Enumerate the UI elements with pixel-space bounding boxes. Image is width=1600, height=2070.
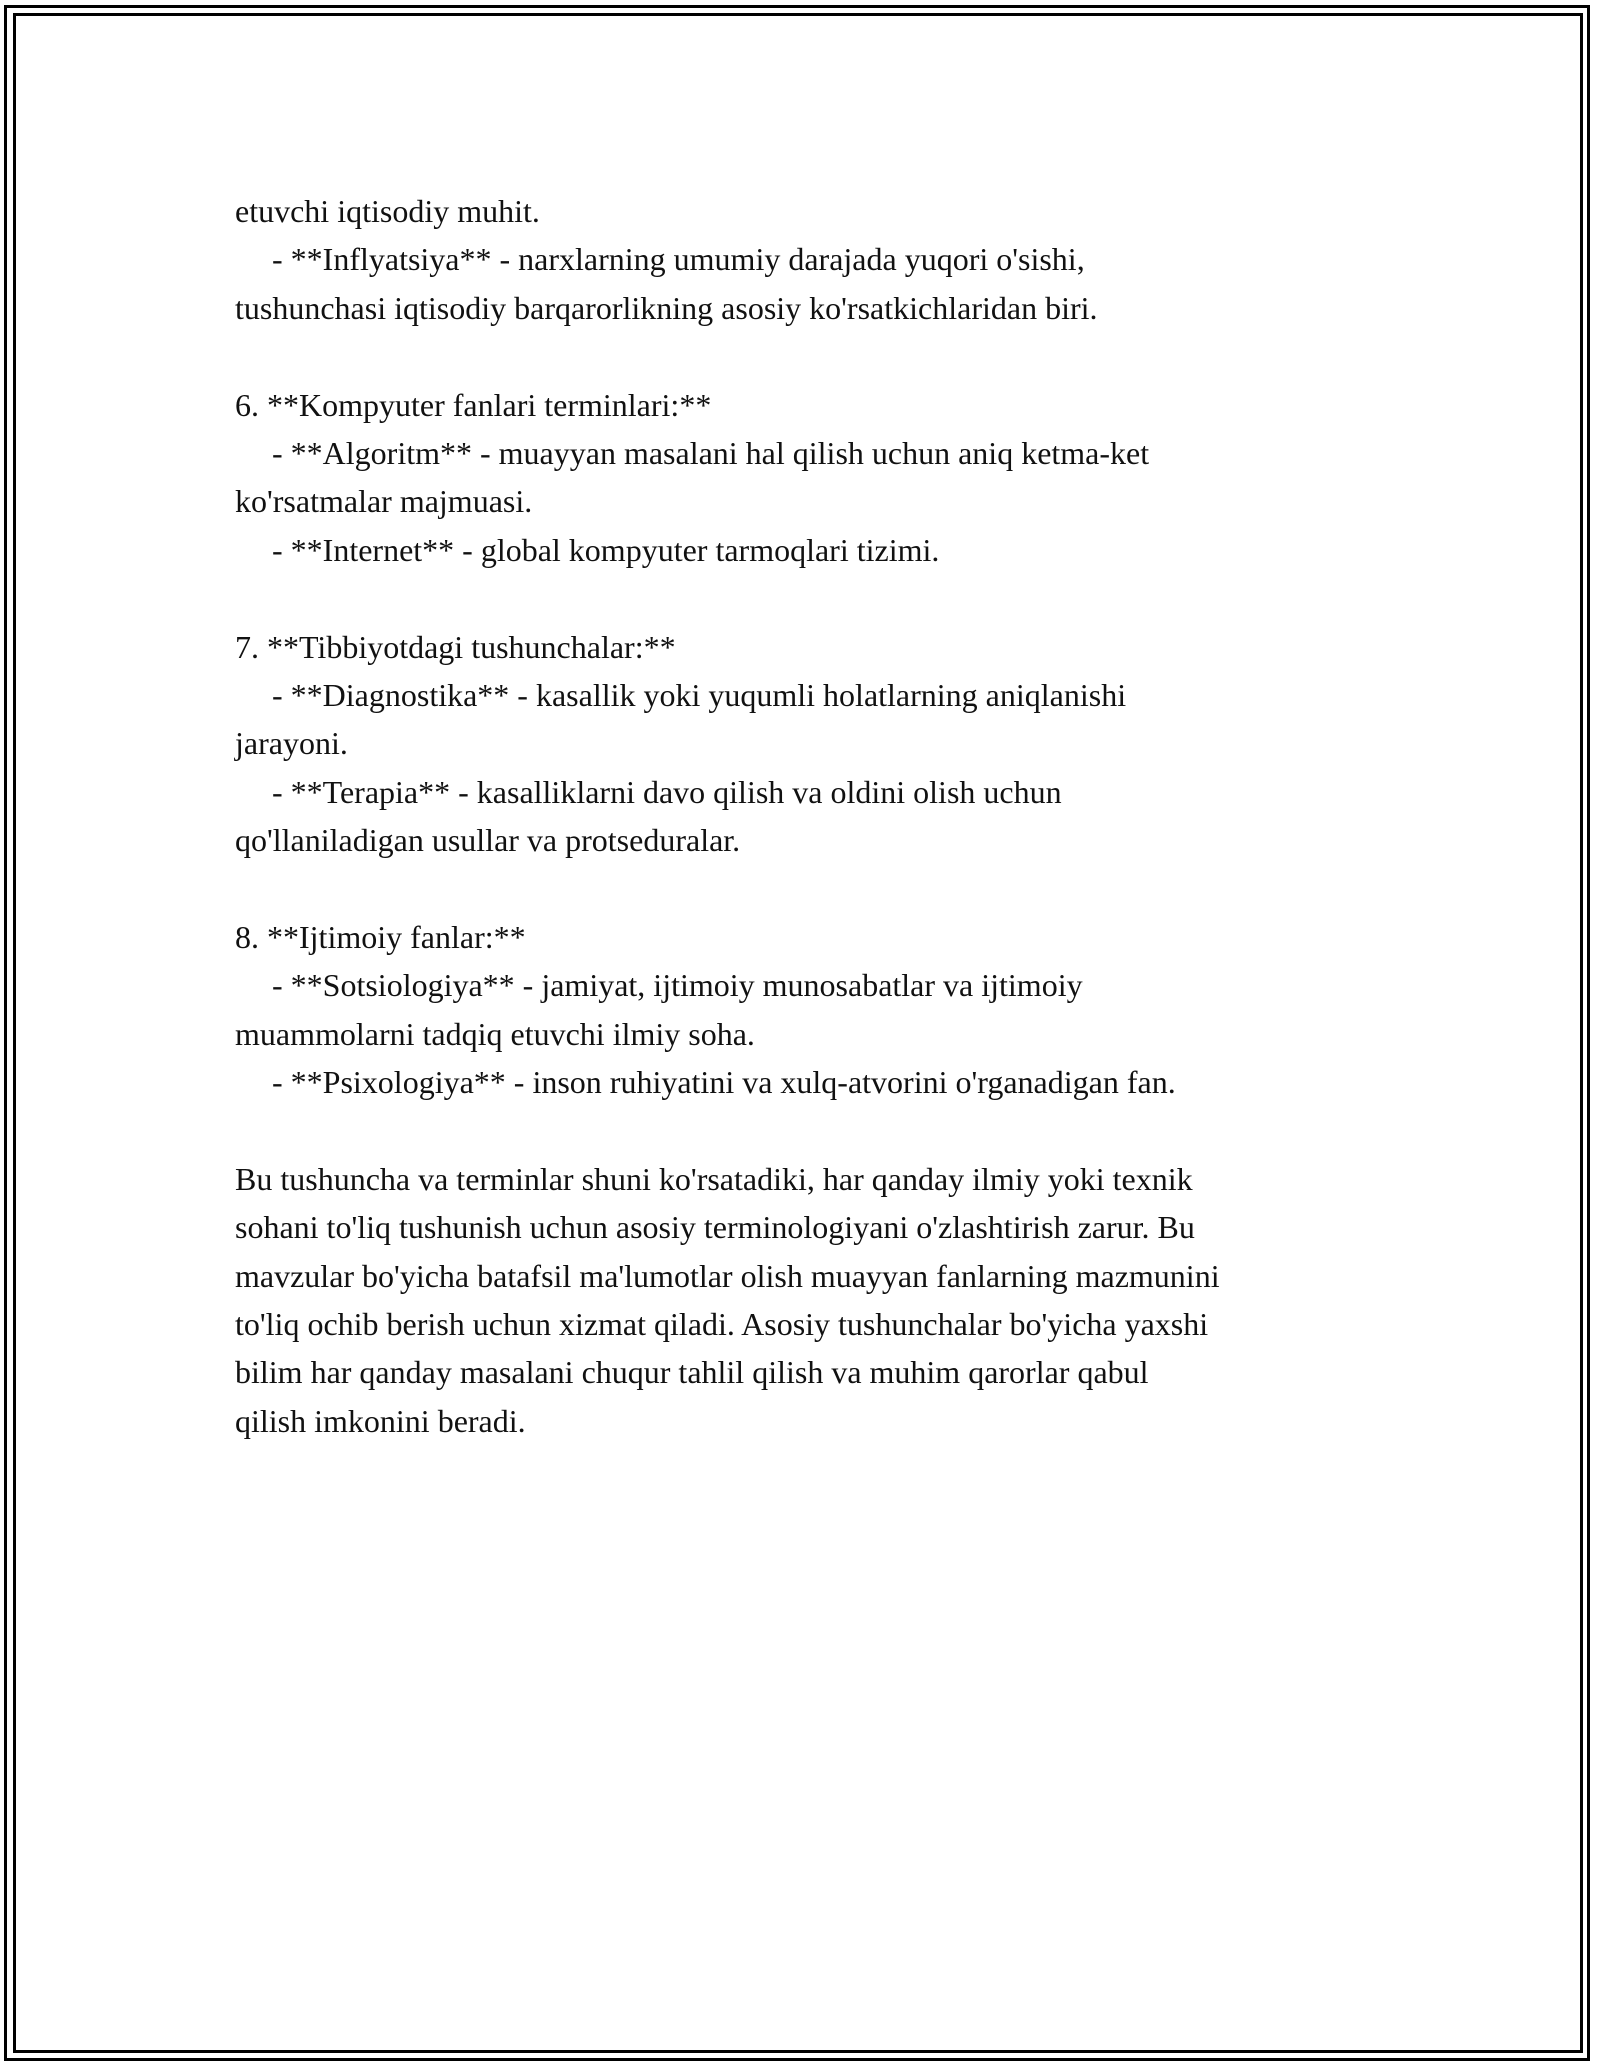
conclusion-line: to'liq ochib berish uchun xizmat qiladi. Asosiy tushunchalar bo'yicha yaxshi: [235, 1305, 1209, 1342]
blank-line: [235, 1106, 1385, 1154]
section-heading-7: 7. **Tibbiyotdagi tushunchalar:**: [235, 628, 676, 665]
conclusion-line: mavzular bo'yicha batafsil ma'lumotlar olish muayyan fanlarning mazmunini: [235, 1257, 1220, 1294]
blank-line: [235, 332, 1385, 380]
conclusion-line: sohani to'liq tushunish uchun asosiy terminologiyani o'zlashtirish zarur. Bu: [235, 1209, 1195, 1246]
list-item-algoritm: - **Algoritm** - muayyan masalani hal qilish uchun aniq ketma-ket: [272, 434, 1150, 471]
paragraph-line: etuvchi iqtisodiy muhit.: [235, 193, 540, 229]
paragraph-line: qo'llaniladigan usullar va protseduralar.: [235, 822, 741, 859]
paragraph-line: tushunchasi iqtisodiy barqarorlikning asosiy ko'rsatkichlaridan biri.: [235, 289, 1098, 326]
document-body: [235, 187, 1385, 1445]
section-heading-8: 8. **Ijtimoiy fanlar:**: [235, 918, 526, 955]
conclusion-line: bilim har qanday masalani chuqur tahlil qilish va muhim qarorlar qabul: [235, 1354, 1149, 1391]
section-heading-6: 6. **Kompyuter fanlari terminlari:**: [235, 386, 712, 423]
blank-line: [235, 864, 1385, 912]
list-item-internet: - **Internet** - global kompyuter tarmoqlari tizimi.: [272, 531, 940, 568]
list-item-psixologiya: - **Psixologiya** - inson ruhiyatini va xulq-atvorini o'rganadigan fan.: [272, 1064, 1176, 1101]
paragraph-line: jarayoni.: [235, 725, 348, 762]
list-item-terapia: - **Terapia** - kasalliklarni davo qilish va oldini olish uchun: [272, 773, 1062, 810]
blank-line: [235, 574, 1385, 622]
paragraph-line: ko'rsatmalar majmuasi.: [235, 483, 533, 520]
conclusion-line: qilish imkonini beradi.: [235, 1402, 526, 1439]
list-item-sotsiologiya: - **Sotsiologiya** - jamiyat, ijtimoiy munosabatlar va ijtimoiy: [272, 967, 1083, 1004]
conclusion-line: Bu tushuncha va terminlar shuni ko'rsatadiki, har qanday ilmiy yoki texnik: [235, 1160, 1193, 1197]
list-item-diagnostika: - **Diagnostika** - kasallik yoki yuqumli holatlarning aniqlanishi: [272, 676, 1127, 713]
paragraph-line: muammolarni tadqiq etuvchi ilmiy soha.: [235, 1015, 755, 1052]
list-item-inflyatsiya: - **Inflyatsiya** - narxlarning umumiy darajada yuqori o'sishi,: [272, 241, 1085, 278]
